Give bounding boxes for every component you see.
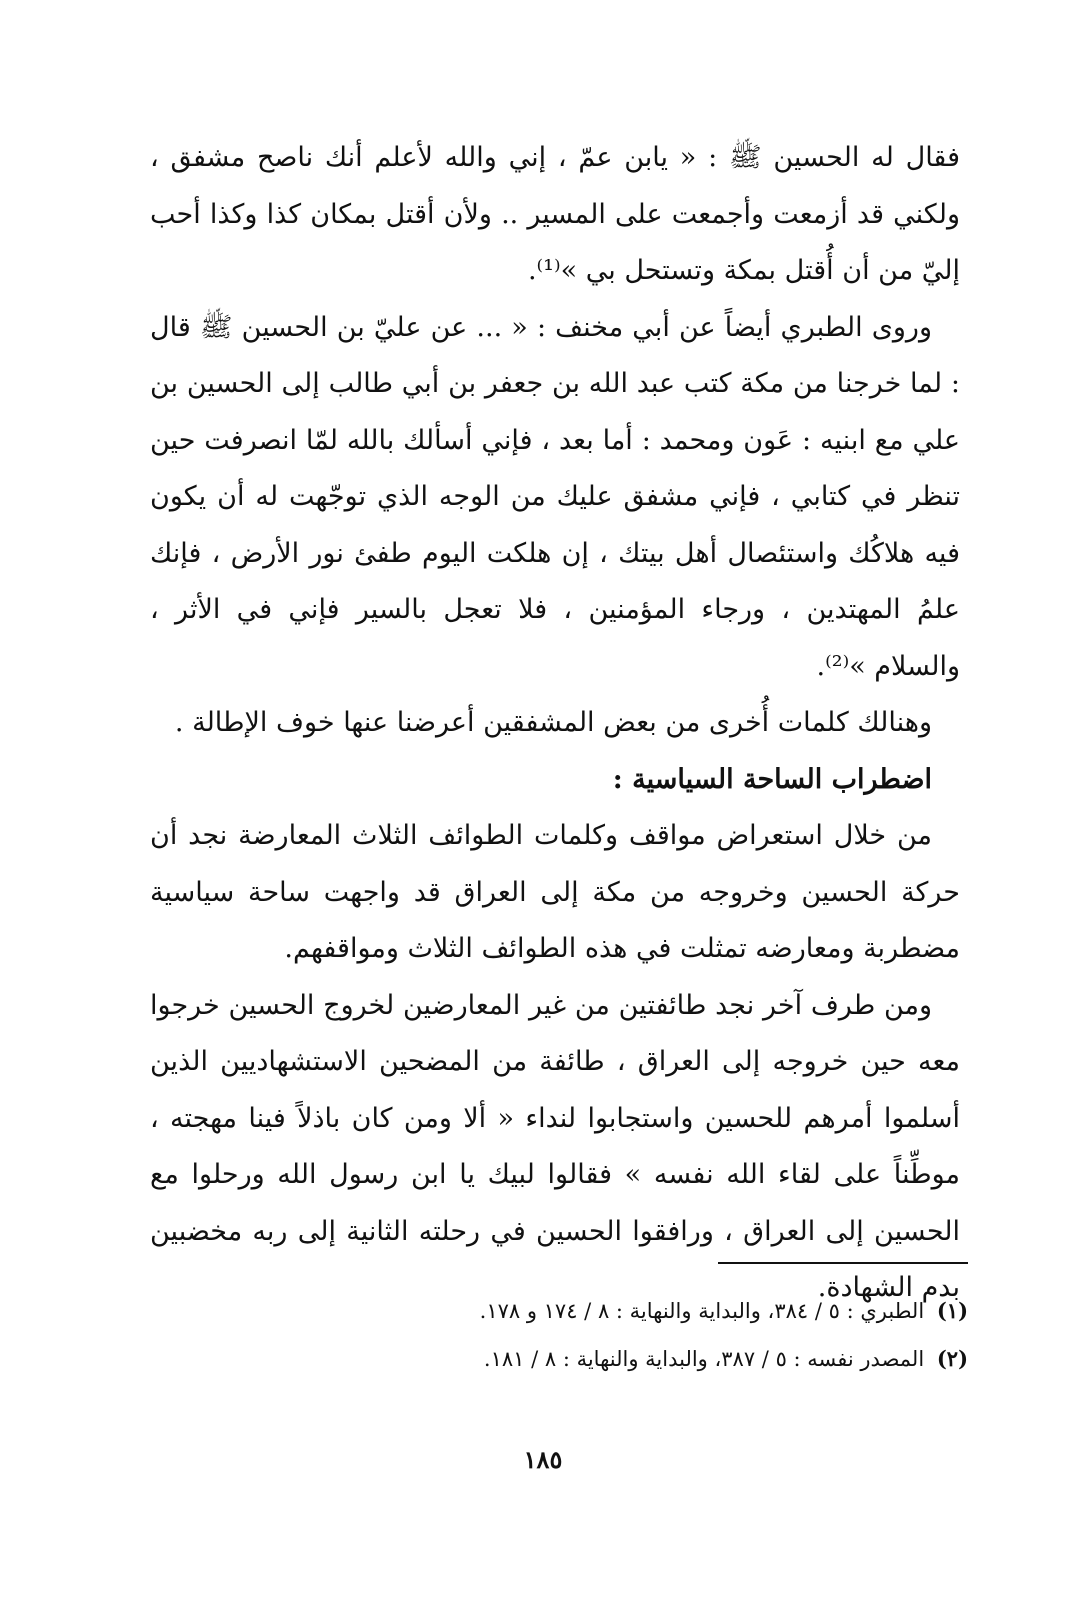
footnote-text: الطبري : ٥ / ٣٨٤، والبداية والنهاية : ٨ / ١٧٤ و ١٧٨. bbox=[479, 1299, 925, 1323]
paragraph-3: وهنالك كلمات أُخرى من بعض المشفقين أعرضنا عنها خوف الإطالة . bbox=[174, 707, 932, 738]
footnote-number: (١) bbox=[936, 1298, 968, 1323]
page-number: ١٨٥ bbox=[523, 1445, 563, 1474]
footnote-2 bbox=[268, 1335, 968, 1383]
paragraph-2: وروى الطبري أيضاً عن أبي مخنف : « ... عن عليّ بن الحسين ﷺ قال : لما خرجنا من مكة كتب عبد الله بن جعفر بن أبي طالب إلى الحسين بن علي مع ابنيه : عَون ومحمد : أما بعد ، فإني أسألك بالله لمّا انصرفت حين تنظر في كتابي ، فإني مشفق عليك من الوجه الذي توجّهت له أن يكون فيه هلاكُك واستئصال أهل بيتك ، إن هلكت اليوم طفئ نور الأرض ، فإنك علمُ المهتدين ، ورجاء المؤمنين ، فلا تعجل بالسير فإني في الأثر ، والسلام »⁽²⁾. bbox=[150, 311, 960, 682]
paragraph-1: فقال له الحسين ﷺ : « يابن عمّ ، إني والله لأعلم أنك ناصح مشفق ، ولكني قد أزمعت وأجمعت على المسير .. ولأن أقتل بمكان كذا وكذا أحب إليّ من أن أُقتل بمكة وتستحل بي »⁽¹⁾. bbox=[150, 142, 960, 286]
footnote-divider bbox=[718, 1262, 968, 1264]
paragraph-4: من خلال استعراض مواقف وكلمات الطوائف الثلاث المعارضة نجد أن حركة الحسين وخروجه من مكة إلى العراق قد واجهت ساحة سياسية مضطربة ومعارضه تمثلت في هذه الطوائف الثلاث ومواقفهم. bbox=[150, 820, 960, 964]
section-heading: اضطراب الساحة السياسية : bbox=[612, 763, 932, 795]
body-text bbox=[150, 130, 960, 1317]
footnote-number: (٢) bbox=[936, 1346, 968, 1371]
paragraph-5: ومن طرف آخر نجد طائفتين من غير المعارضين لخروج الحسين خرجوا معه حين خروجه إلى العراق ، طائفة من المضحين الاستشهاديين الذين أسلموا أمرهم للحسين واستجابوا لنداء « ألا ومن كان باذلاً فينا مهجته ، موطِّناً على لقاء الله نفسه » فقالوا لبيك يا ابن رسول الله ورحلوا مع الحسين إلى العراق ، ورافقوا الحسين في رحلته الثانية إلى ربه مخضبين بدم الشهادة. bbox=[150, 989, 960, 1303]
footnotes bbox=[268, 1287, 968, 1383]
footnote-text: المصدر نفسه : ٥ / ٣٨٧، والبداية والنهاية : ٨ / ١٨١. bbox=[483, 1347, 925, 1371]
footnote-1 bbox=[268, 1287, 968, 1335]
